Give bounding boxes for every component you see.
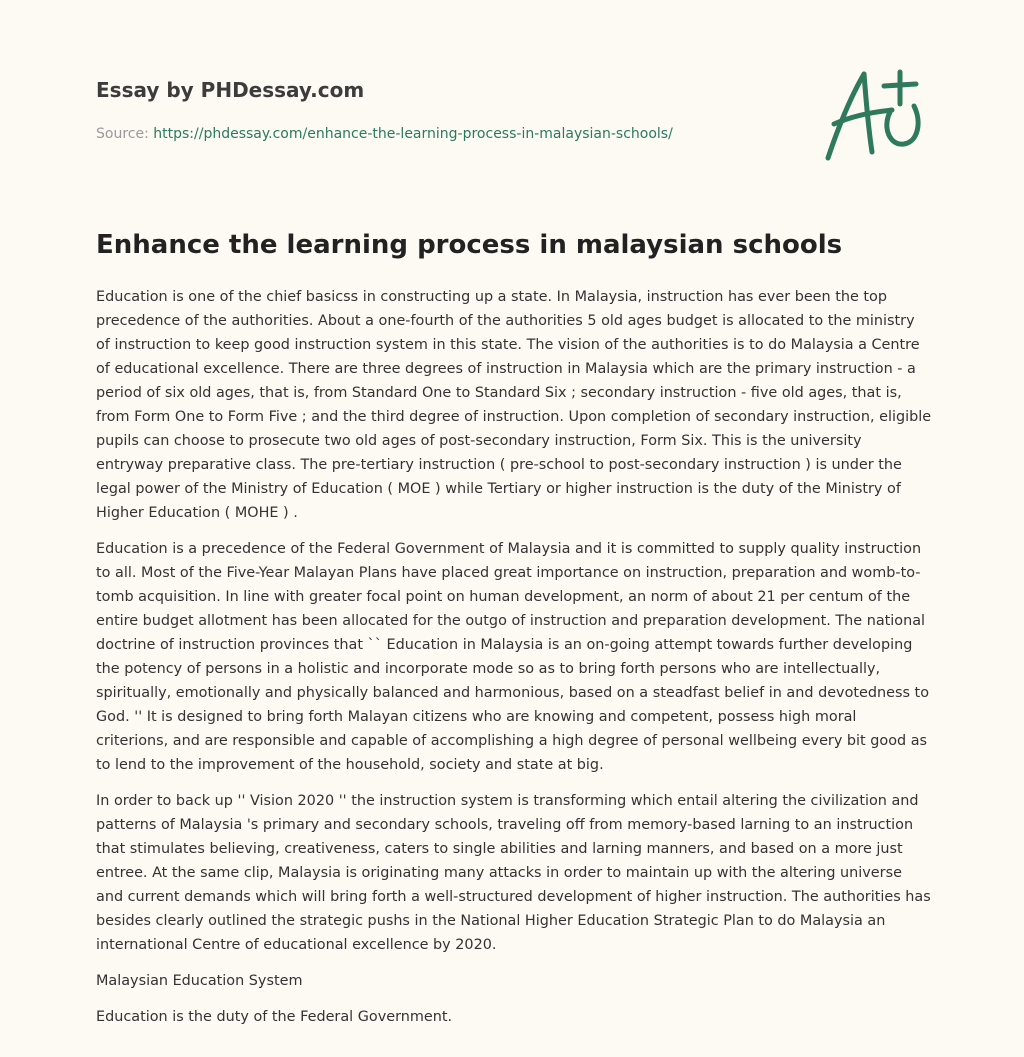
essay-paragraph: In order to back up '' Vision 2020 '' the instruction system is transforming which entail altering the civilization and patterns of Malaysia 's primary and secondary schools, traveling off from memory-based larning to an instruction that stimulates believing, creativeness, caters to single abilities and larning manners, and based on a more just entree. At the same clip, Malaysia is originating many attacks in order to maintain up with the altering universe and current demands which will bring forth a well-structured development of higher instruction. The authorities has besides clearly outlined the strategic pushs in the National Higher Education Strategic Plan to do Malaysia an international Centre of educational excellence by 2020. [96,793,931,953]
section-heading: Malaysian Education System [96,973,303,989]
source-link[interactable]: https://phdessay.com/enhance-the-learning-process-in-malaysian-schools/ [153,126,673,142]
essay-title: Enhance the learning process in malaysian schools [96,230,843,260]
page-header [96,76,796,144]
essay-body [96,285,932,1041]
source-line [96,124,796,144]
essay-paragraph: Education is a precedence of the Federal Government of Malaysia and it is committed to supply quality instruction to all. Most of the Five-Year Malayan Plans have placed great importance on instruction, preparation and womb-to-tomb acquisition. In line with greater focal point on human development, an norm of about 21 per centum of the entire budget allotment has been allocated for the outgo of instruction and preparation development. The national doctrine of instruction provinces that `` Education in Malaysia is an on-going attempt towards further developing the potency of persons in a holistic and incorporate mode so as to bring forth persons who are intellectually, spiritually, emotionally and physically balanced and harmonious, based on a steadfast belief in and devotedness to God. '' It is designed to bring forth Malayan citizens who are knowing and competent, possess high moral criterions, and are responsible and capable of accomplishing a high degree of personal wellbeing every bit good as to lend to the improvement of the household, society and state at big. [96,541,929,773]
source-label: Source: [96,126,154,142]
a-plus-grade-icon [820,66,930,166]
site-title: Essay by PHDessay.com [96,78,365,102]
essay-paragraph: Education is one of the chief basicss in constructing up a state. In Malaysia, instruction has ever been the top precedence of the authorities. About a one-fourth of the authorities 5 old ages budget is allocated to the ministry of instruction to keep good instruction system in this state. The vision of the authorities is to do Malaysia a Centre of educational excellence. There are three degrees of instruction in Malaysia which are the primary instruction - a period of six old ages, that is, from Standard One to Standard Six ; secondary instruction - five old ages, that is, from Form One to Form Five ; and the third degree of instruction. Upon completion of secondary instruction, eligible pupils can choose to prosecute two old ages of post-secondary instruction, Form Six. This is the university entryway preparative class. The pre-tertiary instruction ( pre-school to post-secondary instruction ) is under the legal power of the Ministry of Education ( MOE ) while Tertiary or higher instruction is the duty of the Ministry of Higher Education ( MOHE ) . [96,289,932,521]
essay-paragraph: Education is the duty of the Federal Government. [96,1009,453,1025]
